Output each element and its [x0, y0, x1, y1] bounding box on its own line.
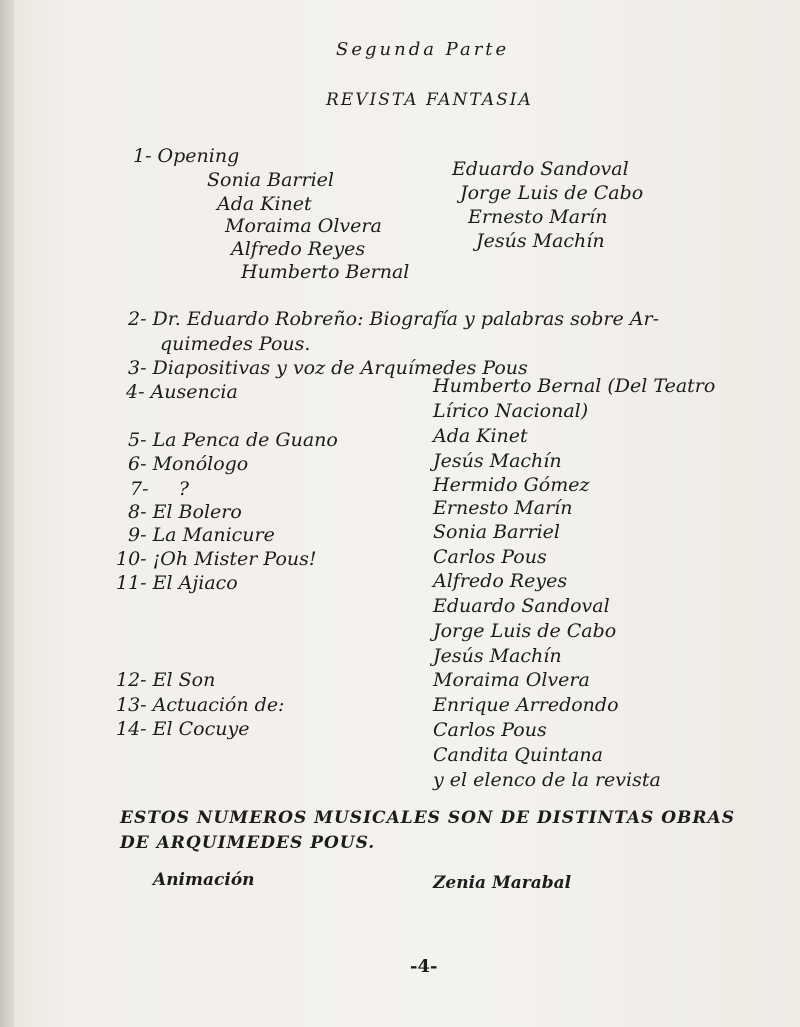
program-item: 12- El Son	[116, 669, 216, 691]
opening-cast-right: Ernesto Marín	[468, 206, 608, 228]
page-edge	[0, 0, 14, 1027]
program-item-2-cont: quimedes Pous.	[160, 333, 311, 355]
performer: Eduardo Sandoval	[433, 595, 610, 617]
performer: Moraima Olvera	[433, 669, 590, 691]
performer: Hermido Gómez	[433, 474, 590, 496]
performer: Jesús Machín	[433, 645, 562, 667]
performer: Jorge Luis de Cabo	[433, 620, 617, 642]
closing-note-cont: DE ARQUIMEDES POUS.	[120, 833, 376, 853]
performer: Sonia Barriel	[433, 521, 560, 543]
page-title: REVISTA FANTASIA	[326, 90, 533, 110]
animation-credit: Zenia Marabal	[433, 873, 572, 893]
opening-cast-right: Jorge Luis de Cabo	[460, 182, 644, 204]
performer: Carlos Pous	[433, 546, 547, 568]
opening-cast-right: Jesús Machín	[476, 230, 605, 252]
program-item-3: 3- Diapositivas y voz de Arquímedes Pous	[128, 357, 528, 379]
section-heading: Segunda Parte	[336, 39, 510, 60]
program-item: 5- La Penca de Guano	[128, 429, 338, 451]
performer: Humberto Bernal (Del Teatro	[433, 375, 716, 397]
opening-label: 1- Opening	[133, 145, 240, 167]
program-item: 10- ¡Oh Mister Pous!	[116, 548, 317, 570]
page-number: -4-	[410, 956, 438, 977]
program-item: 13- Actuación de:	[116, 694, 285, 716]
performer: Ada Kinet	[433, 425, 528, 447]
performer: Alfredo Reyes	[433, 570, 568, 592]
opening-cast-left: Moraima Olvera	[225, 215, 382, 237]
animation-label: Animación	[153, 870, 255, 890]
program-item: 9- La Manicure	[128, 524, 275, 546]
program-item: 11- El Ajiaco	[116, 572, 238, 594]
opening-cast-left: Sonia Barriel	[207, 169, 334, 191]
opening-cast-right: Eduardo Sandoval	[452, 158, 629, 180]
opening-cast-left: Alfredo Reyes	[231, 238, 366, 260]
program-item: 7- ?	[130, 478, 189, 500]
opening-cast-left: Humberto Bernal	[241, 261, 410, 283]
performer: Enrique Arredondo	[433, 694, 619, 716]
performer: Candita Quintana	[433, 744, 603, 766]
performer: Ernesto Marín	[433, 497, 573, 519]
performer: Carlos Pous	[433, 719, 547, 741]
program-item: 6- Monólogo	[128, 453, 249, 475]
closing-note: ESTOS NUMEROS MUSICALES SON DE DISTINTAS OBRAS	[120, 808, 736, 828]
performer: Lírico Nacional)	[433, 400, 589, 422]
opening-cast-left: Ada Kinet	[217, 193, 312, 215]
performer: y el elenco de la revista	[433, 769, 661, 791]
program-item-2: 2- Dr. Eduardo Robreño: Biografía y palabras sobre Ar-	[128, 308, 660, 330]
program-item: 4- Ausencia	[126, 381, 238, 403]
performer: Jesús Machín	[433, 450, 562, 472]
program-item: 8- El Bolero	[128, 501, 242, 523]
program-item: 14- El Cocuye	[116, 718, 250, 740]
